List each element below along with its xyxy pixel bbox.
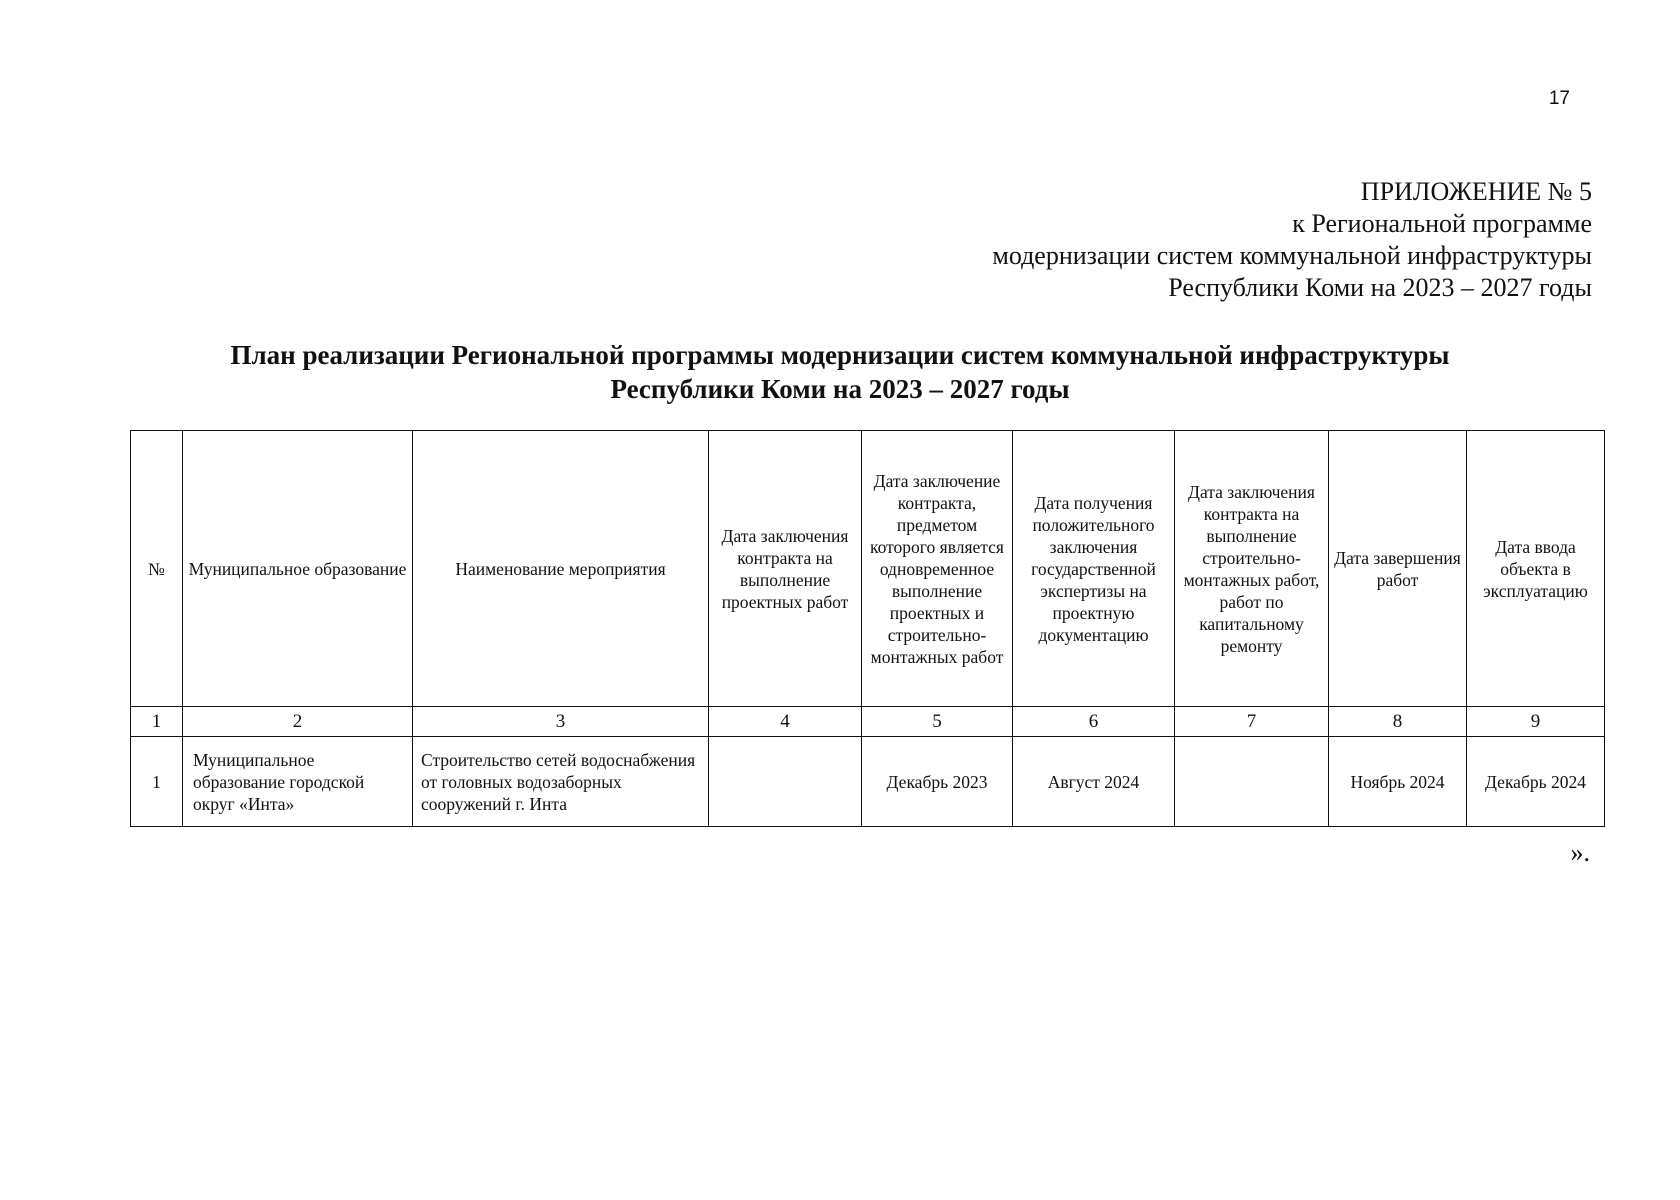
column-header-commissioning-date: Дата ввода объекта в эксплуатацию (1467, 431, 1605, 707)
appendix-line: ПРИЛОЖЕНИЕ № 5 (1360, 177, 1592, 206)
table-row (131, 737, 1605, 827)
column-header-number: № (131, 431, 183, 707)
completion-date-cell: Ноябрь 2024 (1329, 737, 1467, 827)
document-title-line: План реализации Региональной программы модернизации систем коммунальной инфраструктуры (230, 340, 1450, 370)
column-number: 3 (413, 707, 709, 737)
appendix-line: Республики Коми на 2023 – 2027 годы (1168, 273, 1592, 302)
column-number: 5 (862, 707, 1013, 737)
page-number: 17 (1548, 88, 1570, 109)
commissioning-date-cell: Декабрь 2024 (1467, 737, 1605, 827)
column-header-expertise-date: Дата получения положительного заключения государственной экспертизы на проектную документацию (1013, 431, 1175, 707)
column-header-activity: Наименование мероприятия (413, 431, 709, 707)
column-number: 4 (709, 707, 862, 737)
activity-cell: Строительство сетей водоснабжения от головных водозаборных сооружений г. Инта (413, 737, 709, 827)
municipality-cell: Муниципальное образование городской округ «Инта» (183, 737, 413, 827)
implementation-plan-table (130, 430, 1605, 827)
appendix-line: к Региональной программе (1292, 209, 1592, 238)
column-number: 7 (1175, 707, 1329, 737)
column-number-row (131, 707, 1605, 737)
combined-contract-date-cell: Декабрь 2023 (862, 737, 1013, 827)
column-number: 8 (1329, 707, 1467, 737)
column-header-municipality: Муниципальное образование (183, 431, 413, 707)
appendix-line: модернизации систем коммунальной инфраструктуры (992, 241, 1592, 270)
column-header-combined-contract-date: Дата заключение контракта, предметом которого является одновременное выполнение проектных и строительно-монтажных работ (862, 431, 1013, 707)
column-header-design-contract-date: Дата заключения контракта на выполнение проектных работ (709, 431, 862, 707)
column-header-completion-date: Дата завершения работ (1329, 431, 1467, 707)
design-contract-date-cell (709, 737, 862, 827)
column-number: 6 (1013, 707, 1175, 737)
construction-contract-date-cell (1175, 737, 1329, 827)
column-number: 2 (183, 707, 413, 737)
column-number: 1 (131, 707, 183, 737)
table-header-row (131, 431, 1605, 707)
expertise-date-cell: Август 2024 (1013, 737, 1175, 827)
appendix-heading (992, 176, 1592, 304)
document-title-line: Республики Коми на 2023 – 2027 годы (610, 374, 1070, 404)
column-header-construction-contract-date: Дата заключения контракта на выполнение строительно-монтажных работ, работ по капитальному ремонту (1175, 431, 1329, 707)
document-title (0, 338, 1680, 406)
column-number: 9 (1467, 707, 1605, 737)
row-number-cell: 1 (131, 737, 183, 827)
closing-quote-mark: ». (1570, 838, 1590, 867)
